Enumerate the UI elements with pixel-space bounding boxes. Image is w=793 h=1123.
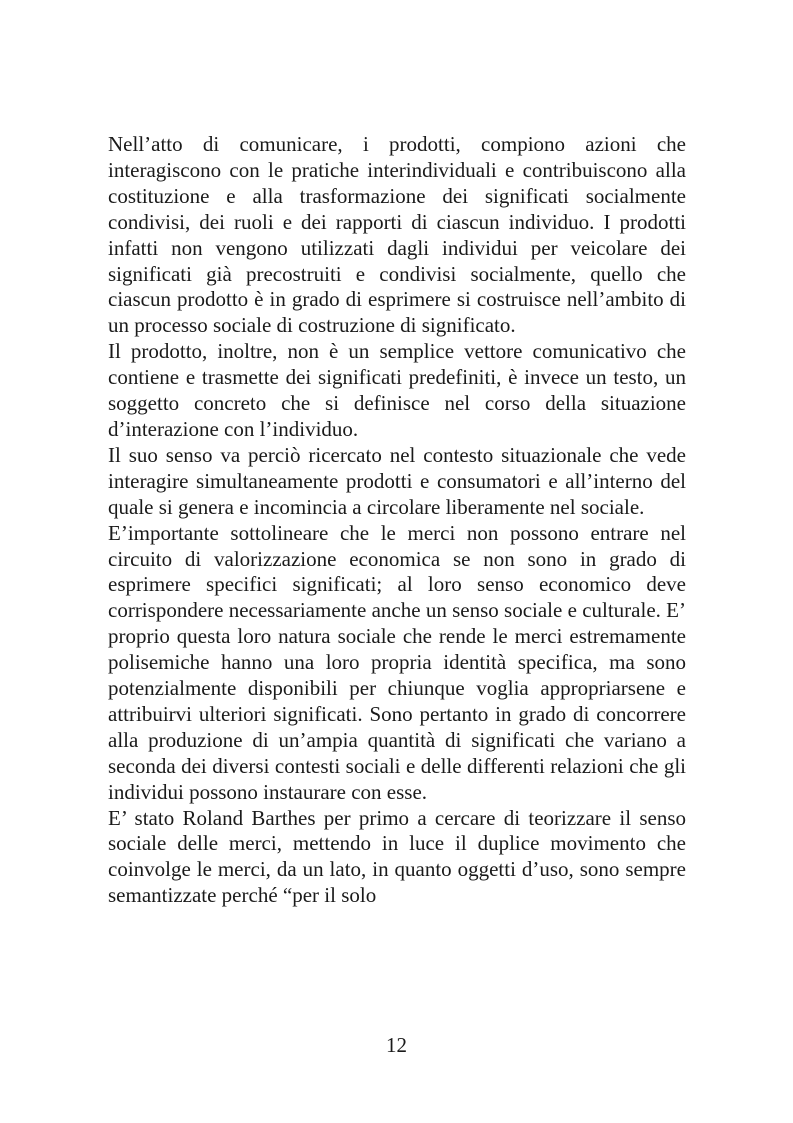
page-number: 12	[386, 1033, 407, 1057]
paragraph-1: Nell’atto di comunicare, i prodotti, compiono azioni che interagiscono con le pratiche interindividuali e contribuiscono alla costituzione e alla trasformazione dei significati socialmente condivisi, dei ruoli e dei rapporti di ciascun individuo. I prodotti infatti non vengono utilizzati dagli individui per veicolare dei significati già precostruiti e condivisi socialmente, quello che ciascun prodotto è in grado di esprimere si costruisce nell’ambito di un processo sociale di costruzione di significato.	[108, 132, 686, 338]
paragraph-5: E’ stato Roland Barthes per primo a cercare di teorizzare il senso sociale delle merci, mettendo in luce il duplice movimento che coinvolge le merci, da un lato, in quanto oggetti d’uso, sono sempre semantizzate perché “per il solo	[108, 805, 686, 908]
paragraph-2: Il prodotto, inoltre, non è un semplice vettore comunicativo che contiene e trasmette dei significati predefiniti, è invece un testo, un soggetto concreto che si definisce nel corso della situazione d’interazione con l’individuo.	[108, 339, 686, 441]
paragraph-4: E’importante sottolineare che le merci non possono entrare nel circuito di valorizzazione economica se non sono in grado di esprimere specifici significati; al loro senso economico deve corrispondere necessariamente anche un senso sociale e culturale. E’ proprio questa loro natura sociale che rende le merci estremamente polisemiche hanno una loro propria identità specifica, ma sono potenzialmente disponibili per chiunque voglia appropriarsene e attribuirvi ulteriori significati. Sono pertanto in grado di concorrere alla produzione di un’ampia quantità di significati che variano a seconda dei diversi contesti sociali e delle differenti relazioni che gli individui possono instaurare con esse.	[108, 520, 686, 804]
body-text	[108, 132, 686, 909]
paragraph-3: Il suo senso va perciò ricercato nel contesto situazionale che vede interagire simultaneamente prodotti e consumatori e all’interno del quale si genera e incomincia a circolare liberamente nel sociale.	[108, 442, 686, 519]
